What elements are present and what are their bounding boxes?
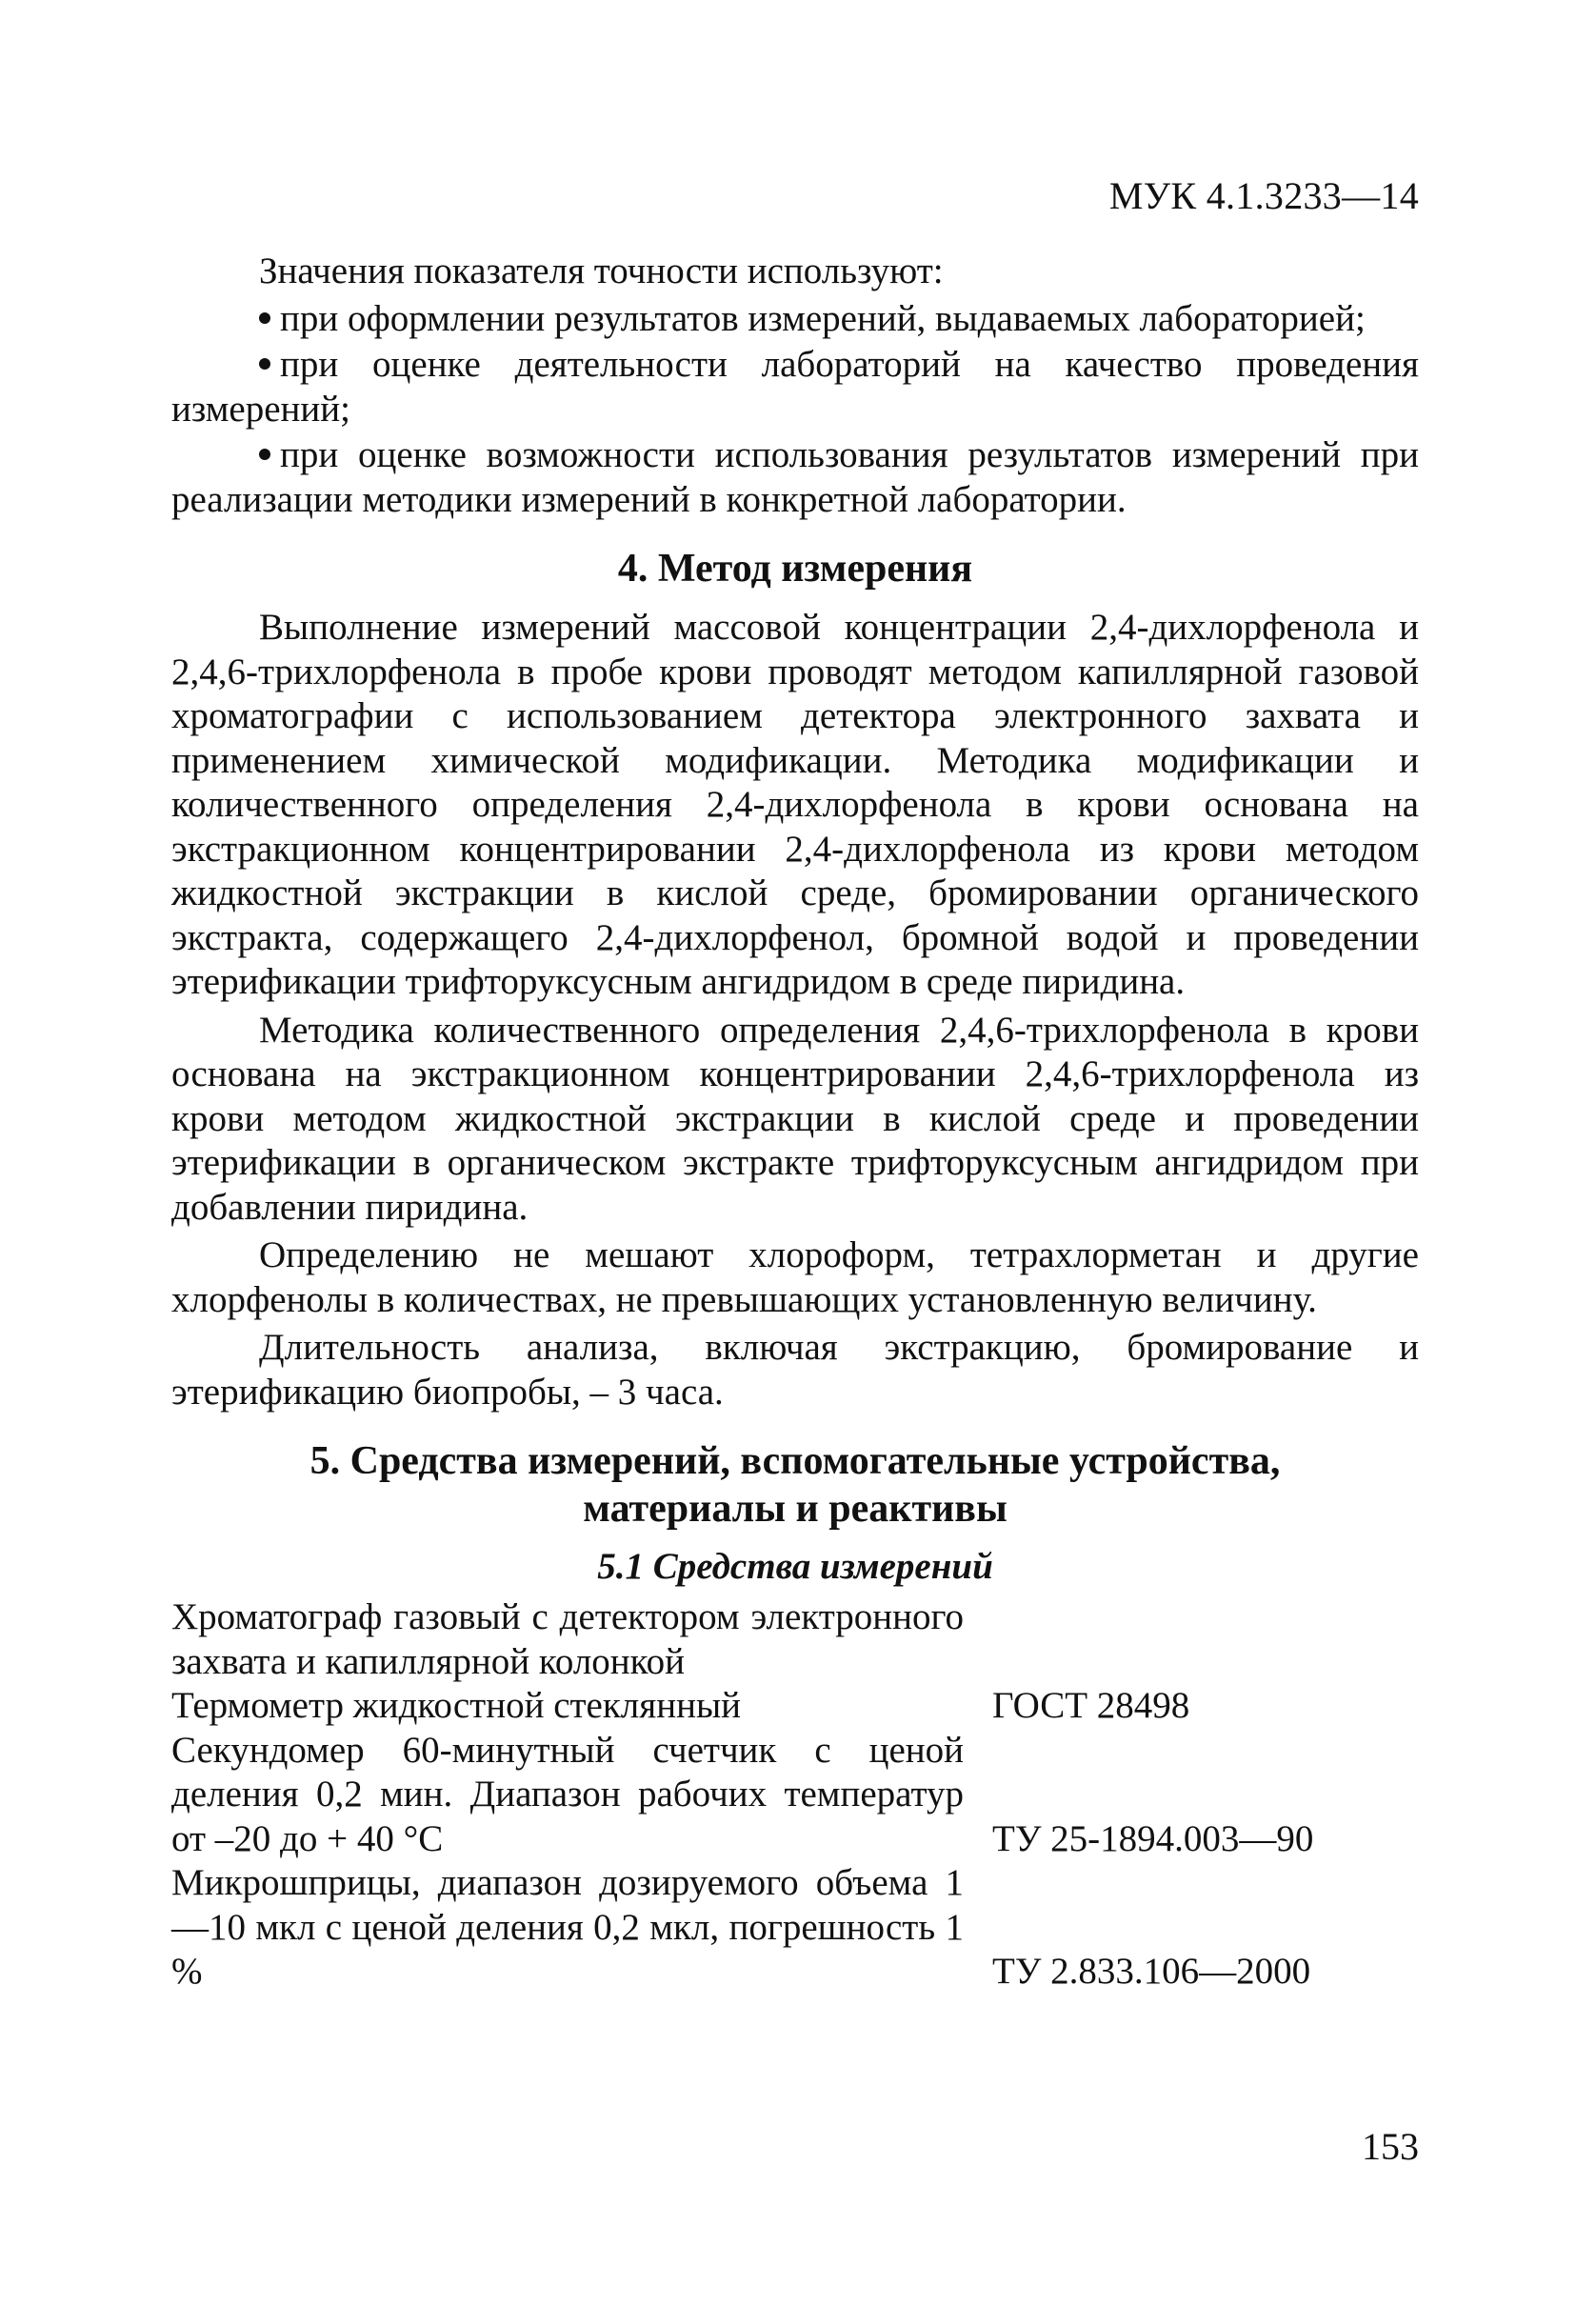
section-4-paragraph: Определению не мешают хлороформ, тетрахлорметан и другие хлорфенолы в количествах, не превышающих установленную величину. — [171, 1234, 1419, 1320]
instrument-name: Термометр жидкостной стеклянный — [171, 1685, 742, 1726]
section-4-paragraph: Методика количественного определения 2,4,6-трихлорфенола в крови основана на экстракционном концентрировании 2,4,6-трихлорфенола из крови методом жидкостной экстракции в кислой среде и проведении этерификации в органическом экстракте трифторуксусным ангидридом при добавлении пиридина. — [171, 1009, 1419, 1228]
bullet-icon — [259, 358, 270, 370]
page-number: 153 — [1362, 2125, 1419, 2168]
instrument-standard: ГОСТ 28498 — [992, 1685, 1190, 1726]
table-row — [171, 1684, 1419, 1729]
instrument-name: Хроматограф газовый с детектором электронного захвата и капиллярной колонкой — [171, 1596, 964, 1682]
section-5-heading-line-2: материалы и реактивы — [583, 1487, 1007, 1531]
document-code-header: МУК 4.1.3233—14 — [1108, 174, 1419, 217]
intro-bullet-1 — [171, 297, 1419, 342]
intro-bullet-text: при оценке деятельности лабораторий на качество проведения измерений; — [171, 344, 1419, 430]
intro-lead: Значения показателя точности используют: — [259, 251, 944, 291]
instrument-standard: ТУ 2.833.106—2000 — [992, 1951, 1311, 1992]
section-4-paragraph: Выполнение измерений массовой концентрации 2,4-дихлорфенола и 2,4,6-трихлорфенола в пробе крови проводят методом капиллярной газовой хроматографии с использованием детектора электронного захвата и применением химической модификации. Методика модификации и количественного определения 2,4-дихлорфенола в крови основана на экстракционном концентрировании 2,4-дихлорфенола из крови методом жидкостной экстракции в кислой среде, бромировании органического экстракта, содержащего 2,4-дихлорфенол, бромной водой и проведении этерификации трифторуксусным ангидридом в среде пиридина. — [171, 607, 1419, 1002]
intro-bullet-text: при оформлении результатов измерений, выдаваемых лабораторией; — [280, 297, 1366, 339]
intro-bullet-3 — [171, 433, 1419, 522]
bullet-icon — [259, 312, 270, 324]
table-row — [171, 1729, 1419, 1862]
section-5-heading — [171, 1437, 1419, 1533]
instrument-standard: ТУ 25-1894.003—90 — [992, 1817, 1314, 1859]
table-row — [171, 1595, 1419, 1684]
document-page — [171, 0, 1419, 2306]
table-row — [171, 1861, 1419, 1995]
intro-bullet-2 — [171, 343, 1419, 431]
section-5-heading-line-1: 5. Средства измерений, вспомогательные устройства, — [309, 1439, 1281, 1483]
section-4-paragraph: Длительность анализа, включая экстракцию, бромирование и этерификацию биопробы, – 3 часа. — [171, 1327, 1419, 1413]
instrument-standard — [964, 1595, 1419, 1684]
subsection-5-1-heading: 5.1 Средства измерений — [597, 1546, 993, 1587]
instrument-name: Секундомер 60-минутный счетчик с ценой деления 0,2 мин. Диапазон рабочих температур от –20 до + 40 °С — [171, 1729, 964, 1859]
intro-bullet-text: при оценке возможности использования результатов измерений при реализации методики измерений в конкретной лаборатории. — [171, 434, 1419, 520]
bullet-icon — [259, 449, 270, 460]
section-4-heading: 4. Метод измерения — [617, 547, 973, 591]
page-content — [171, 250, 1419, 1995]
instruments-table — [171, 1595, 1419, 1995]
instrument-name: Микрошприцы, диапазон дозируемого объема 1—10 мкл с ценой деления 0,2 мкл, погрешность 1 % — [171, 1862, 964, 1992]
